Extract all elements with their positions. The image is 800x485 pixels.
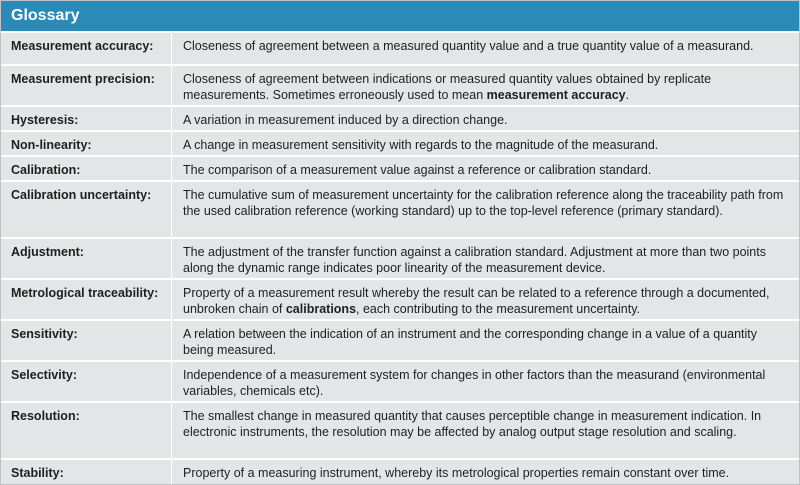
- definition-text: Independence of a measurement system for changes in other factors than the measurand (environmental variables, chemicals etc).: [183, 368, 766, 398]
- glossary-definition: [172, 362, 799, 401]
- glossary-row: [1, 31, 799, 64]
- glossary-row: [1, 278, 799, 319]
- glossary-row: [1, 130, 799, 155]
- glossary-definition: [172, 182, 799, 237]
- glossary-definition: [172, 403, 799, 458]
- glossary-term: Resolution:: [1, 403, 172, 458]
- glossary-row: [1, 360, 799, 401]
- definition-text: Closeness of agreement between a measured quantity value and a true quantity value of a measurand.: [183, 39, 754, 53]
- glossary-term: Metrological traceability:: [1, 280, 172, 319]
- glossary-term: Non-linearity:: [1, 132, 172, 155]
- glossary-row: [1, 237, 799, 278]
- glossary-definition: [172, 33, 799, 64]
- glossary-term: Adjustment:: [1, 239, 172, 278]
- definition-text: Closeness of agreement between indications or measured quantity values obtained by replicate measurements. Sometimes erroneously used to mean: [183, 72, 712, 102]
- definition-text: The cumulative sum of measurement uncertainty for the calibration reference along the traceability path from the used calibration reference (working standard) up to the top-level reference (primary standard).: [183, 188, 784, 218]
- glossary-definition: [172, 321, 799, 360]
- glossary-term: Sensitivity:: [1, 321, 172, 360]
- definition-text: .: [625, 88, 630, 102]
- glossary-definition: [172, 239, 799, 278]
- definition-text: A variation in measurement induced by a direction change.: [183, 113, 508, 127]
- glossary-definition: [172, 460, 799, 484]
- glossary-term: Hysteresis:: [1, 107, 172, 130]
- definition-text: The adjustment of the transfer function against a calibration standard. Adjustment at more than two points along the dynamic range indicates poor linearity of the measurement device.: [183, 245, 766, 275]
- definition-text: The comparison of a measurement value against a reference or calibration standard.: [183, 163, 652, 177]
- glossary-row: [1, 401, 799, 458]
- glossary-row: [1, 64, 799, 105]
- glossary-definition: [172, 132, 799, 155]
- glossary-title: Glossary: [1, 1, 799, 31]
- definition-text: A change in measurement sensitivity with regards to the magnitude of the measurand.: [183, 138, 659, 152]
- glossary-definition: [172, 157, 799, 180]
- glossary-definition: [172, 280, 799, 319]
- glossary-row: [1, 105, 799, 130]
- glossary-definition: [172, 66, 799, 105]
- definition-text: , each contributing to the measurement uncertainty.: [356, 302, 640, 316]
- glossary-term: Calibration:: [1, 157, 172, 180]
- glossary-definition: [172, 107, 799, 130]
- glossary-term: Calibration uncertainty:: [1, 182, 172, 237]
- glossary-term: Measurement accuracy:: [1, 33, 172, 64]
- definition-text: Property of a measuring instrument, whereby its metrological properties remain constant over time.: [183, 466, 730, 480]
- glossary-term: Measurement precision:: [1, 66, 172, 105]
- glossary-term: Selectivity:: [1, 362, 172, 401]
- definition-text: The smallest change in measured quantity that causes perceptible change in measurement indication. In electronic instruments, the resolution may be affected by analog output stage resolution and scaling.: [183, 409, 762, 439]
- glossary-row: [1, 155, 799, 180]
- definition-emphasis: calibrations: [285, 302, 357, 316]
- glossary-row: [1, 319, 799, 360]
- glossary-rows: [1, 31, 799, 484]
- glossary-row: [1, 180, 799, 237]
- glossary-term: Stability:: [1, 460, 172, 484]
- glossary-row: [1, 458, 799, 484]
- definition-text: Property of a measurement result whereby the result can be related to a reference through a documented, unbroken chain of: [183, 286, 770, 316]
- definition-text: A relation between the indication of an instrument and the corresponding change in a value of a quantity being measured.: [183, 327, 757, 357]
- definition-emphasis: measurement accuracy: [486, 88, 626, 102]
